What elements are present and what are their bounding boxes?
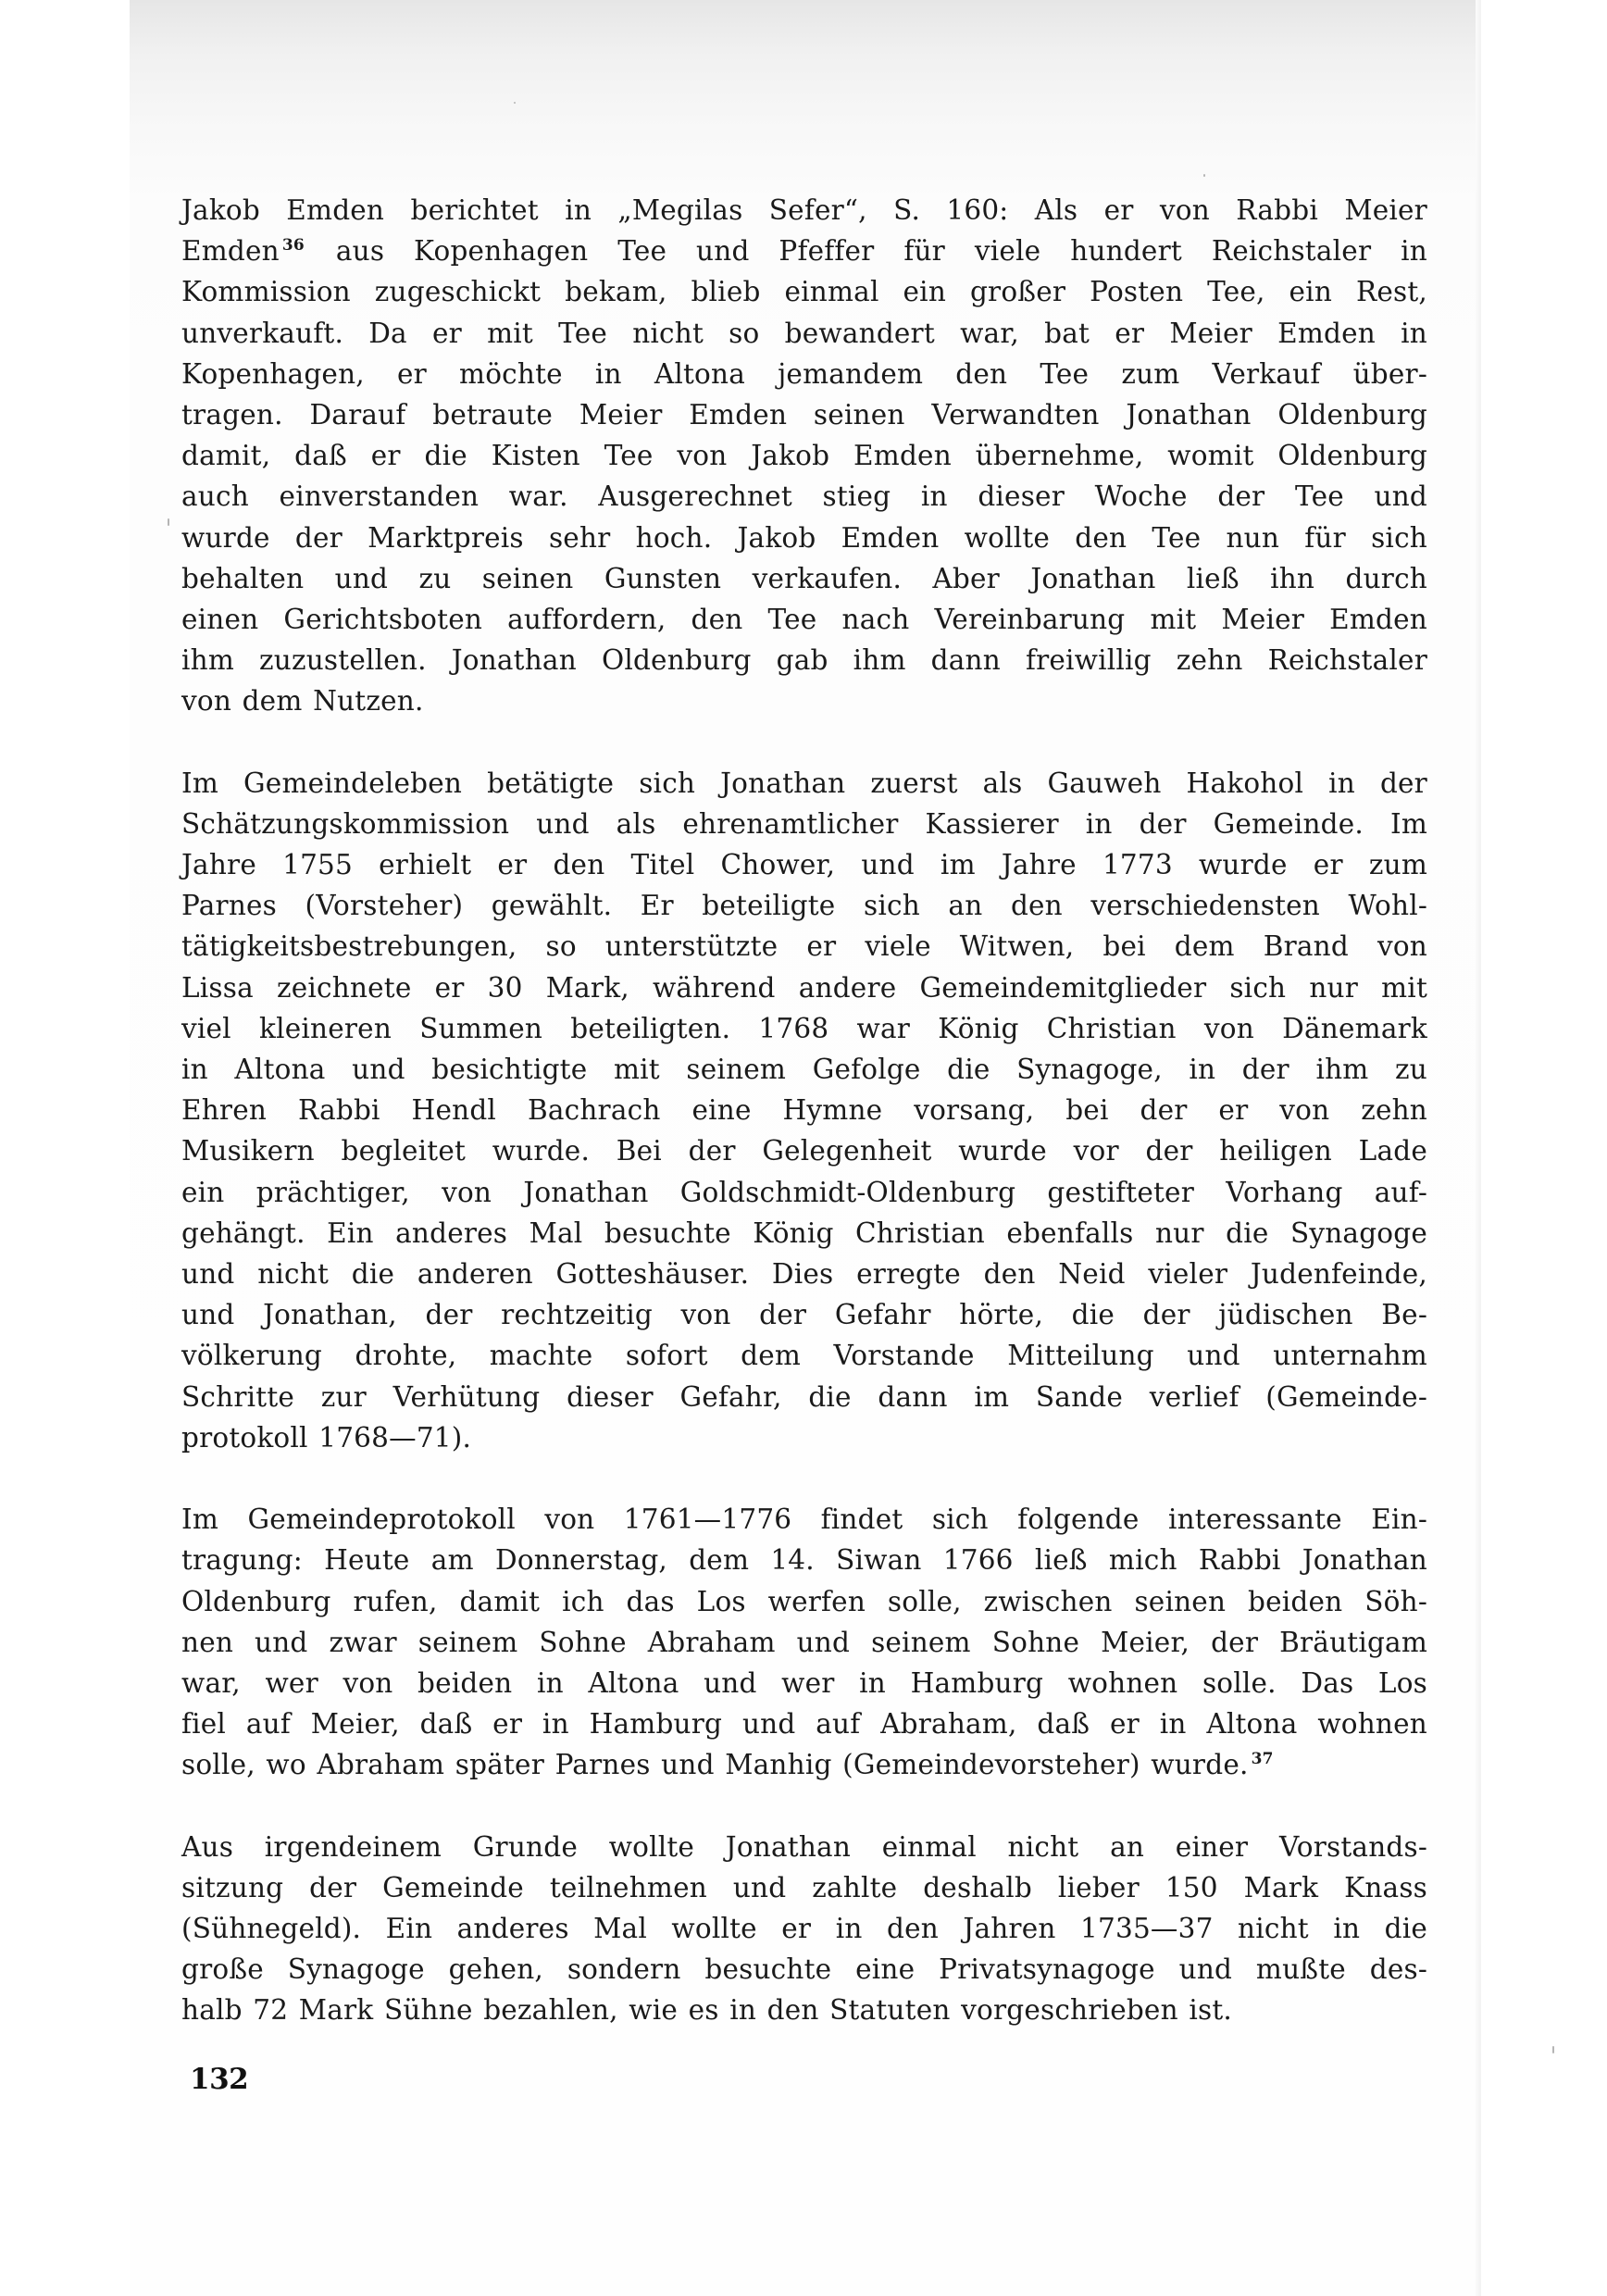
text-line: Im Gemeindeleben betätigte sich Jonathan zuerst als Gauweh Hakohol in der: [181, 767, 1427, 799]
text-line: wurde der Marktpreis sehr hoch. Jakob Emden wollte den Tee nun für sich: [181, 521, 1427, 554]
scan-speck: [1203, 174, 1205, 177]
text-line: ein prächtiger, von Jonathan Goldschmidt-Oldenburg gestifteter Vorhang auf-: [181, 1176, 1427, 1208]
paragraph-3: [181, 1499, 1427, 1785]
text-line: Schätzungskommission und als ehrenamtlicher Kassierer in der Gemeinde. Im: [181, 807, 1427, 840]
document-page: [181, 190, 1427, 2072]
text-line: nen und zwar seinem Sohne Abraham und seinem Sohne Meier, der Bräutigam: [181, 1626, 1427, 1658]
footnote-reference-37[interactable]: 37: [1251, 1750, 1274, 1769]
text-line: tätigkeitsbestrebungen, so unterstützte er viele Witwen, bei dem Brand von: [181, 930, 1427, 963]
text-line: Lissa zeichnete er 30 Mark, während andere Gemeindemitglieder sich nur mit: [181, 971, 1427, 1004]
text-line: in Altona und besichtigte mit seinem Gefolge die Synagoge, in der ihm zu: [181, 1054, 1427, 1086]
text-line: unverkauft. Da er mit Tee nicht so bewandert war, bat er Meier Emden in: [181, 317, 1427, 349]
text-line: Im Gemeindeprotokoll von 1761—1776 findet sich folgende interessante Ein-: [181, 1504, 1427, 1536]
paragraph-2: [181, 763, 1427, 1458]
text-line: von dem Nutzen.: [181, 685, 424, 718]
text-line: Kopenhagen, er möchte in Altona jemandem den Tee zum Verkauf über-: [181, 357, 1427, 390]
text-line: einen Gerichtsboten auffordern, den Tee nach Vereinbarung mit Meier Emden: [181, 604, 1427, 636]
text-line: völkerung drohte, machte sofort dem Vorstande Mitteilung und unternahm: [181, 1340, 1427, 1372]
text-line: damit, daß er die Kisten Tee von Jakob Emden übernehme, womit Oldenburg: [181, 440, 1427, 472]
text-line: und nicht die anderen Gotteshäuser. Dies erregte den Neid vieler Judenfeinde,: [181, 1258, 1427, 1291]
text-line: viel kleineren Summen beteiligten. 1768 war König Christian von Dänemark: [181, 1012, 1427, 1044]
scan-speck: [514, 102, 516, 104]
text-line: war, wer von beiden in Altona und wer in Hamburg wohnen solle. Das Los: [181, 1666, 1427, 1699]
text-line: protokoll 1768—71).: [181, 1421, 472, 1454]
text-fragment: solle, wo Abraham später Parnes und Manhig (Gemeindevorsteher) wurde.: [181, 1749, 1249, 1781]
text-line: Parnes (Vorsteher) gewählt. Er beteiligte sich an den verschiedensten Wohl-: [181, 890, 1427, 922]
page-number: 132: [190, 2063, 249, 2096]
text-line: und Jonathan, der rechtzeitig von der Gefahr hörte, die der jüdischen Be-: [181, 1299, 1427, 1331]
paragraph-1: [181, 190, 1427, 722]
text-line: (Sühnegeld). Ein anderes Mal wollte er in den Jahren 1735—37 nicht in die: [181, 1912, 1427, 1944]
footnote-reference-36[interactable]: 36: [281, 236, 305, 256]
text-fragment: aus Kopenhagen Tee und Pfeffer für viele hundert Reichstaler in: [305, 235, 1427, 268]
text-line: sitzung der Gemeinde teilnehmen und zahlte deshalb lieber 150 Mark Knass: [181, 1871, 1427, 1903]
text-line: gehängt. Ein anderes Mal besuchte König Christian ebenfalls nur die Synagoge: [181, 1217, 1427, 1249]
text-line: Jakob Emden berichtet in „Megilas Sefer“, S. 160: Als er von Rabbi Meier: [181, 194, 1427, 226]
text-line: Aus irgendeinem Grunde wollte Jonathan einmal nicht an einer Vorstands-: [181, 1830, 1427, 1863]
text-line: Jahre 1755 erhielt er den Titel Chower, und im Jahre 1773 wurde er zum: [181, 849, 1427, 881]
text-line: ihm zuzustellen. Jonathan Oldenburg gab ihm dann freiwillig zehn Reichstaler: [181, 644, 1427, 677]
text-line: [181, 231, 1427, 271]
text-line: behalten und zu seinen Gunsten verkaufen. Aber Jonathan ließ ihn durch: [181, 562, 1427, 594]
text-line: große Synagoge gehen, sondern besuchte eine Privatsynagoge und mußte des-: [181, 1953, 1427, 1986]
paragraph-4: [181, 1827, 1427, 2031]
text-line: Kommission zugeschickt bekam, blieb einmal ein großer Posten Tee, ein Rest,: [181, 276, 1427, 308]
scan-speck: [1552, 2046, 1554, 2053]
text-line: [181, 1744, 1427, 1785]
text-line: Oldenburg rufen, damit ich das Los werfen solle, zwischen seinen beiden Söh-: [181, 1585, 1427, 1617]
text-line: halb 72 Mark Sühne bezahlen, wie es in den Statuten vorgeschrieben ist.: [181, 1994, 1232, 2027]
text-line: tragung: Heute am Donnerstag, dem 14. Siwan 1766 ließ mich Rabbi Jonathan: [181, 1544, 1427, 1577]
text-line: auch einverstanden war. Ausgerechnet stieg in dieser Woche der Tee und: [181, 480, 1427, 513]
text-line: Ehren Rabbi Hendl Bachrach eine Hymne vorsang, bei der er von zehn: [181, 1094, 1427, 1127]
text-fragment: Emden: [181, 235, 280, 268]
text-line: tragen. Darauf betraute Meier Emden seinen Verwandten Jonathan Oldenburg: [181, 399, 1427, 431]
scan-speck: [168, 518, 169, 526]
text-line: fiel auf Meier, daß er in Hamburg und auf Abraham, daß er in Altona wohnen: [181, 1708, 1427, 1741]
text-line: Musikern begleitet wurde. Bei der Gelegenheit wurde vor der heiligen Lade: [181, 1135, 1427, 1167]
text-line: Schritte zur Verhütung dieser Gefahr, die dann im Sande verlief (Gemeinde-: [181, 1380, 1427, 1413]
